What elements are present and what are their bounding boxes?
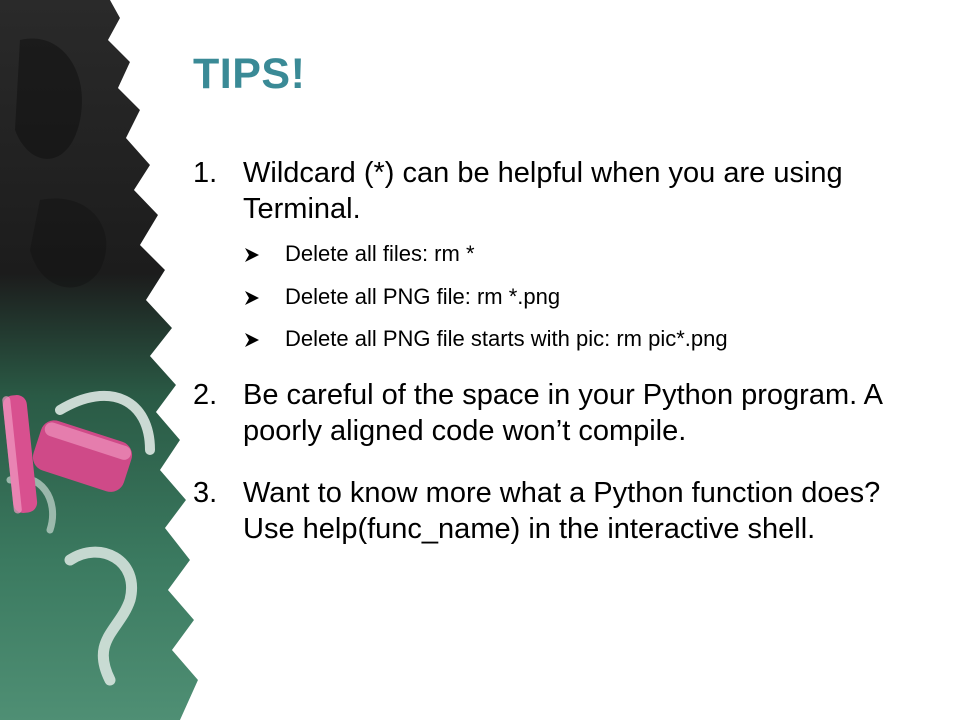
sub-item-1 bbox=[243, 241, 923, 267]
tip-number: 2. bbox=[193, 379, 218, 411]
tip-number: 3. bbox=[193, 477, 218, 509]
sub-item-2 bbox=[243, 284, 923, 310]
arrow-bullet-icon bbox=[243, 331, 261, 349]
tip-text: Be careful of the space in your Python program. A poorly aligned code won’t compile. bbox=[243, 379, 882, 447]
sub-item-text: Delete all PNG file starts with pic: rm pic*.png bbox=[285, 326, 728, 351]
arrow-bullet-icon bbox=[243, 289, 261, 307]
tip-item-2 bbox=[193, 377, 923, 449]
tip-item-1 bbox=[193, 155, 923, 227]
tip-number: 1. bbox=[193, 157, 218, 189]
tip-item-3 bbox=[193, 475, 923, 547]
tip-text: Want to know more what a Python function does? Use help(func_name) in the interactive shell. bbox=[243, 477, 881, 545]
slide-title: TIPS! bbox=[193, 50, 306, 98]
sub-item-text: Delete all PNG file: rm *.png bbox=[285, 284, 561, 309]
sub-item-3 bbox=[243, 326, 923, 352]
sub-item-text: Delete all files: rm * bbox=[285, 241, 475, 266]
tip-text: Wildcard (*) can be helpful when you are using Terminal. bbox=[243, 157, 843, 225]
arrow-bullet-icon bbox=[243, 246, 261, 264]
